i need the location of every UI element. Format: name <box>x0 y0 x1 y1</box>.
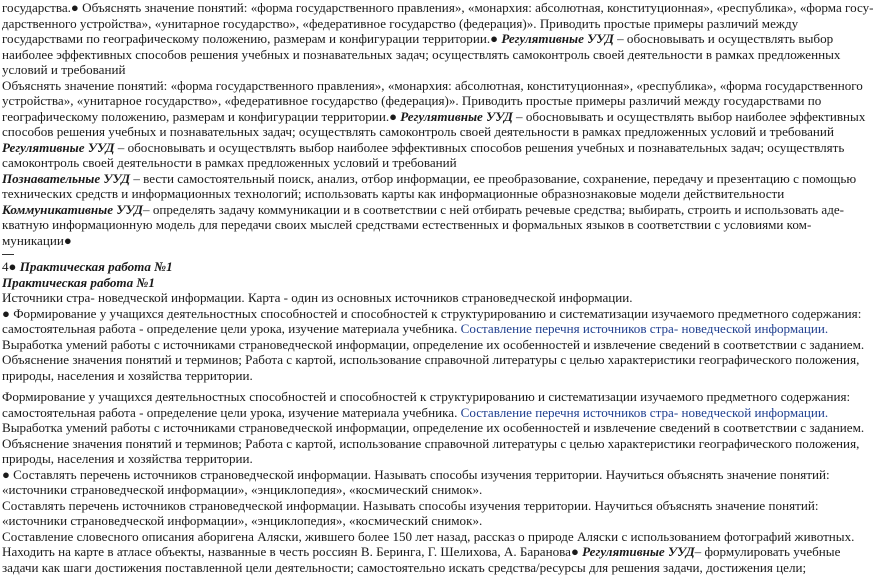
text-line: муникации● <box>2 233 814 249</box>
text-line: Находить на карте в атласе объекты, названные в честь россиян В. Беринга, Г. Шелихова, А. Баранова● Регулятивные УУД– формулировать учебные <box>2 544 814 560</box>
text-line: 4● Практическая работа №1 <box>2 259 814 275</box>
text-line: кватную информационную модель для передачи своих мыслей средствами естественных и формальных языков в соответствии с условиями ком- <box>2 217 814 233</box>
text-line: самостоятельная работа - определение цели урока, изучение материала учебника. Составление перечня источников стра- новедческой информации. <box>2 321 814 337</box>
term-cognitive: Познавательные УУД <box>2 171 130 186</box>
paragraph-3 <box>2 259 814 383</box>
term-communicative: Коммуникативные УУД <box>2 202 143 217</box>
term-regulative: Регулятивные УУД <box>582 544 695 559</box>
text-line: условий и требований <box>2 62 814 78</box>
text-line: Выработка умений работы с источниками страноведческой информации, определение их особенностей и извлечение сведений в соответствии с заданием. <box>2 420 814 436</box>
paragraph-1 <box>2 0 814 78</box>
practical-work-heading: Практическая работа №1 <box>20 259 173 274</box>
text-line: природы, населения и хозяйства территории. <box>2 451 814 467</box>
bullet-icon: ● <box>2 306 13 321</box>
text-line: Источники стра- новедческой информации. Карта - один из основных источников страноведческой информации. <box>2 290 814 306</box>
practical-work-heading: Практическая работа №1 <box>2 275 814 291</box>
text-line: Коммуникативные УУД– определять задачу коммуникации и в соответствии с ней отбирать речевые средства; выбирать, строить и использовать аде- <box>2 202 814 218</box>
term-regulative: Регулятивные УУД <box>501 31 614 46</box>
paragraph-2 <box>2 78 814 249</box>
text-line: задачи как шаги достижения поставленной цели деятельности; самостоятельно искать средства/ресурсы для решения задачи, достижения цели; <box>2 560 814 575</box>
text-line: устройства», «унитарное государство», «федеративное государство (федерация)». Приводить простые примеры различий между государствами по <box>2 93 814 109</box>
text-line: Объяснять значение понятий: «форма государственного правления», «монархия: абсолютная, конституционная», «республика», «форма государственного <box>2 78 814 94</box>
text-line: самоконтроль своей деятельности в рамках предложенных условий и требований <box>2 155 814 171</box>
text-line: географическому положению, размерам и конфигурации территории.● Регулятивные УУД – обосновывать и осуществлять выбор наиболее эффективных <box>2 109 814 125</box>
term-regulative: Регулятивные УУД <box>2 140 115 155</box>
text-line: наиболее эффективных способов решения учебных и познавательных задач; осуществлять самоконтроль своей деятельности в рамках предложенных <box>2 47 814 63</box>
text-line: «источники страноведческой информации», «энциклопедия», «космический снимок». <box>2 482 814 498</box>
text-line: Формирование у учащихся деятельностных способностей и способностей к структурированию и систематизации изучаемого предметного содержания: <box>2 389 814 405</box>
text-line: «источники страноведческой информации», «энциклопедия», «космический снимок». <box>2 513 814 529</box>
text-line: технических средств и информационных технологий; использовать карты как информационные образнознаковые модели действительности <box>2 186 814 202</box>
text-line: государства.● Объяснять значение понятий: «форма государственного правления», «монархия: абсолютная, конституционная», «республика», «форма госу- <box>2 0 814 16</box>
text-line: способов решения учебных и познавательных задач; осуществлять самоконтроль своей деятельности в рамках предложенных условий и требований <box>2 124 814 140</box>
text-line: дарственного устройства», «унитарное государство», «федеративное государство (федерация)». Приводить простые примеры различий между <box>2 16 814 32</box>
text-line: Объяснение значения понятий и терминов; Работа с картой, использование справочной литературы с целью характеристики географического положения, <box>2 436 814 452</box>
term-regulative: Регулятивные УУД <box>400 109 513 124</box>
text-line: природы, населения и хозяйства территории. <box>2 368 814 384</box>
text-line: Выработка умений работы с источниками страноведческой информации, определение их особенностей и извлечение сведений в соответствии с заданием. <box>2 337 814 353</box>
text-line: самостоятельная работа - определение цели урока, изучение материала учебника. Составление перечня источников стра- новедческой информации. <box>2 405 814 421</box>
divider-line <box>2 248 14 255</box>
text-line: ● Формирование у учащихся деятельностных способностей и способностей к структурированию и систематизации изучаемого предметного содержания: <box>2 306 814 322</box>
text-line: Регулятивные УУД – обосновывать и осуществлять выбор наиболее эффективных способов решения учебных и познавательных задач; осуществлять <box>2 140 814 156</box>
text-line: государствами по географическому положению, размерам и конфигурации территории.● Регулятивные УУД – обосновывать и осуществлять выбор <box>2 31 814 47</box>
text-line: ● Составлять перечень источников страноведческой информации. Называть способы изучения территории. Научиться объяснять значение понятий: <box>2 467 814 483</box>
paragraph-4 <box>2 389 814 575</box>
text-line: Объяснение значения понятий и терминов; Работа с картой, использование справочной литературы с целью характеристики географического положения, <box>2 352 814 368</box>
text-line: Познавательные УУД – вести самостоятельный поиск, анализ, отбор информации, ее преобразование, сохранение, передачу и презентацию с помощью <box>2 171 814 187</box>
text-line: Составлять перечень источников страноведческой информации. Называть способы изучения территории. Научиться объяснять значение понятий: <box>2 498 814 514</box>
text-line: Составление словесного описания аборигена Аляски, жившего более 150 лет назад, рассказ о природе Аляски с использованием фотографий животных. <box>2 529 814 545</box>
